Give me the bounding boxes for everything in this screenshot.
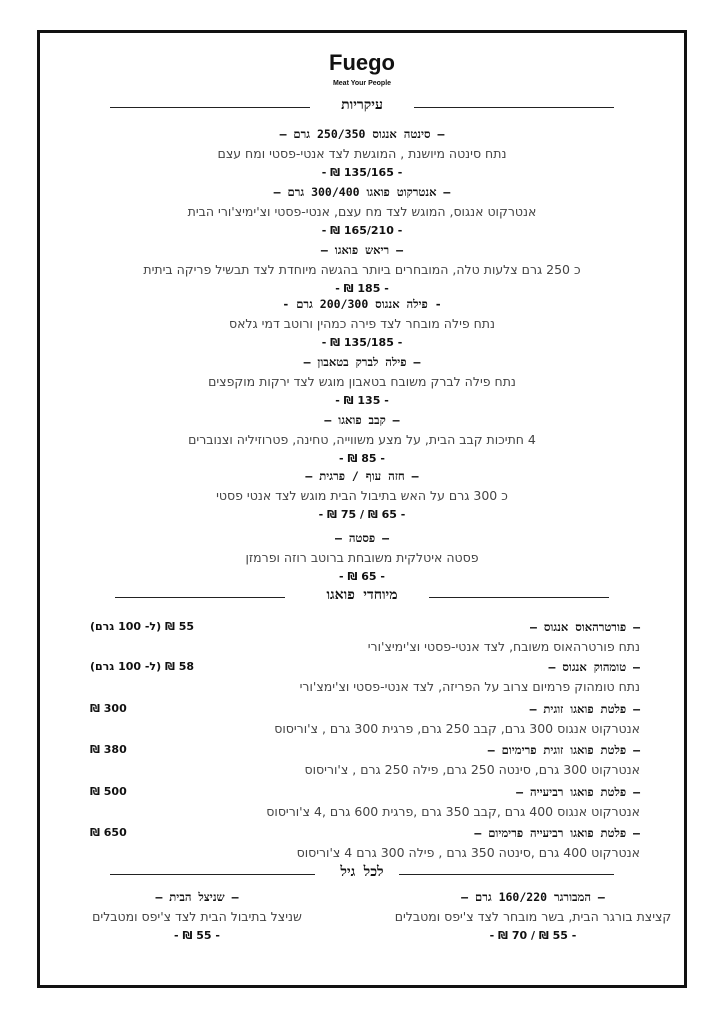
item-price: 500 ₪ [90, 785, 127, 798]
item-description: אנטרקוט אנגוס 300 גרם, קבב 250 גרם, פרגית 300 גרם , צ'וריסוס [274, 721, 640, 736]
item-name: – פלטת פואגו רביעייה – [516, 785, 640, 799]
menu-item [60, 124, 664, 182]
item-description: נתח פורטרהאוס משובח, לצד אנטי-פסטי וצ'ימיצ'ורי [367, 639, 640, 654]
item-price: - 85 ₪ - [339, 452, 385, 465]
menu-item [52, 887, 342, 945]
item-name: – סינטה אנגוס 250/350 גרם – [279, 127, 445, 141]
item-price: - 65 ₪ / 75 ₪ - [318, 508, 406, 521]
item-description: נתח פילה לברק משובח בטאבון מוגש לצד ירקות מוקפצים [208, 374, 516, 389]
item-price: - 65 ₪ - [339, 570, 385, 583]
item-description: כ 250 גרם צלעות טלה, המובחרים ביותר בהגשה מיוחדת לצד תבשיל פריקה ביתית [143, 262, 581, 277]
item-name: – טומהוק אנגוס – [548, 660, 640, 674]
item-price: - 165/210 ₪ - [321, 224, 403, 237]
item-price: - 185 ₪ - [335, 282, 389, 295]
menu-item [60, 182, 664, 240]
item-name: – אנטרקוט פואגו 300/400 גרם – [273, 185, 451, 199]
item-price: 300 ₪ [90, 702, 127, 715]
item-price: - 55 ₪ / 70 ₪ - [489, 929, 577, 942]
item-name: – פלטת פואגו זוגית – [529, 702, 640, 716]
kids-section-title: לכל גיל [340, 864, 384, 880]
item-description: אנטרקוט 400 גרם ,סינטה 350 גרם , פילה 300 גרם 4 צ'וריסוס [296, 845, 640, 860]
item-name: – פורטרהאוס אנגוס – [530, 620, 640, 634]
menu-item [60, 352, 664, 410]
item-description: כ 300 גרם על האש בתיבול הבית מוגש לצד אנטי פסטי [216, 488, 508, 503]
item-price: 650 ₪ [90, 826, 127, 839]
item-price: 380 ₪ [90, 743, 127, 756]
item-description: אנטרקוט אנגוס, המוגש לצד מח עצם, אנטי-פסטי וצ'ימיצ'ורי הבית [187, 204, 537, 219]
menu-item [80, 699, 640, 739]
menu-item [80, 740, 640, 780]
item-description: נתח טומהוק פרמיום צרוב על הפריזה, לצד אנטי-פסטי וצ'ימצ'ורי [299, 679, 640, 694]
item-description: 4 חתיכות קבב הבית, על מצע משווייה, טחינה, פטרוזיליה וצנוברים [188, 432, 536, 447]
menu-item [80, 823, 640, 863]
item-price: - 135 ₪ - [335, 394, 389, 407]
item-name: – שניצל הבית – [155, 890, 239, 904]
item-description: פסטה איטלקית משובחת ברוטב רוזה ופרמזן [245, 550, 479, 565]
menu-item [80, 782, 640, 822]
specials-section-header [115, 587, 609, 607]
item-price: 55 ₪ (ל- 100 גרם) [90, 620, 195, 633]
item-price: 58 ₪ (ל- 100 גרם) [90, 660, 195, 673]
item-name: – חזה עוף / פרגית – [305, 469, 419, 483]
kids-section-header [110, 864, 614, 884]
specials-section-title: מיוחדי פואגו [326, 587, 398, 603]
item-description: שניצל בתיבול הבית לצד צ'יפס ומטבלים [92, 909, 302, 924]
brand-tagline: Meat Your People [332, 80, 392, 87]
menu-item [388, 887, 678, 945]
menu-item [60, 466, 664, 524]
item-description: נתח סינטה מיושנת , המוגשת לצד אנטי-פסטי ומח עצם [217, 146, 507, 161]
mains-section-title: עיקריות [341, 97, 383, 113]
menu-item [60, 294, 664, 352]
brand-name: Fuego [329, 50, 395, 75]
menu-item [60, 240, 664, 298]
item-name: – המבורגר 160/220 גרם – [461, 890, 605, 904]
item-price: - 135/165 ₪ - [321, 166, 403, 179]
item-name: – פלטת פואגו רביעייה פרימיום – [474, 826, 640, 840]
item-name: – פסטה – [334, 531, 390, 545]
menu-item [60, 528, 664, 586]
item-name: – ריאש פואגו – [320, 243, 404, 257]
item-name: – פילה לברק בטאבון – [303, 355, 421, 369]
item-name: – קבב פואגו – [324, 413, 400, 427]
mains-section-header [110, 97, 614, 117]
item-price: - 135/185 ₪ - [321, 336, 403, 349]
menu-item [60, 410, 664, 468]
item-description: נתח פילה מובחר לצד פירה כמהין ורוטב דמי גלאס [228, 316, 496, 331]
item-price: - 55 ₪ - [174, 929, 220, 942]
item-description: אנטרקוט אנגוס 400 גרם ,קבב 350 גרם ,פרגית 600 גרם ,4 צ'וריסוס [266, 804, 640, 819]
item-description: אנטרקוט 300 גרם, סינטה 250 גרם, פילה 250 גרם , צ'וריסוס [304, 762, 640, 777]
menu-item [80, 617, 640, 657]
item-name: – פלטת פואגו זוגית פרימיום – [487, 743, 640, 757]
item-description: קציצת בורגר הבית, בשר מובחר לצד צ'יפס ומטבלים [394, 909, 672, 924]
menu-item [80, 657, 640, 697]
item-name: - פילה אנגוס 200/300 גרם - [282, 297, 442, 311]
